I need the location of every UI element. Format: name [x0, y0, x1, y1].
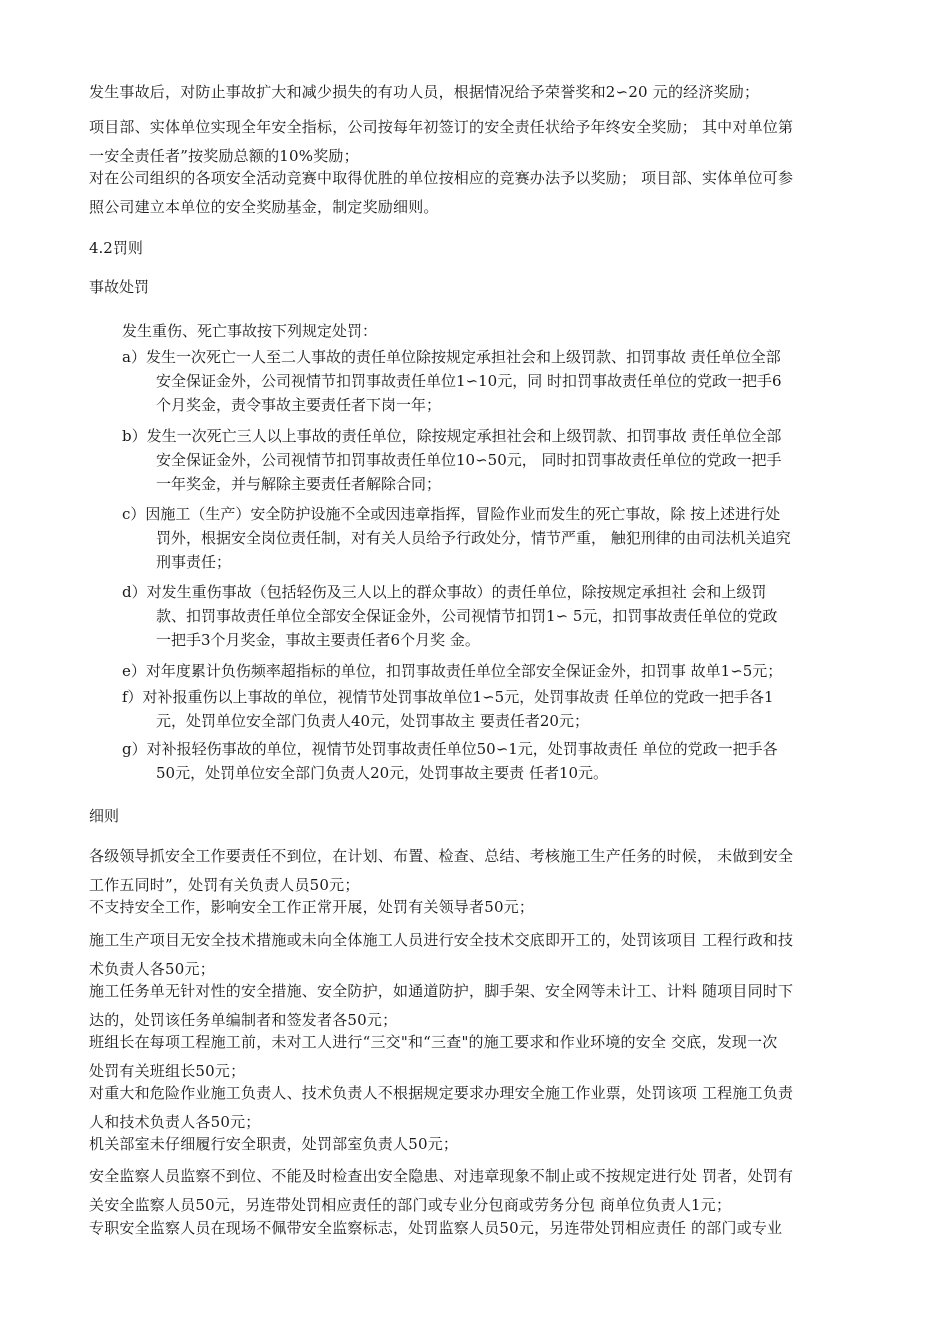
- text-line: 工作五同时”，处罚有关负责人员50元；: [89, 876, 360, 894]
- text-line: e）对年度累计负伤频率超指标的单位，扣罚事故责任单位全部安全保证金外，扣罚事 故单1∽5元；: [122, 662, 783, 680]
- section-title: 4.2罚则: [89, 239, 143, 257]
- text-line: 照公司建立本单位的安全奖励基金，制定奖励细则。: [89, 198, 439, 216]
- text-line: 施工任务单无针对性的安全措施、安全防护，如通道防护，脚手架、安全网等未计工、计料 随项目同时下: [89, 982, 794, 1000]
- accident-item-f: [122, 685, 892, 733]
- text-line: 术负责人各50元；: [89, 960, 215, 978]
- text-line: 一把手3个月奖金，事故主要责任者6个月奖 金。: [156, 631, 480, 649]
- accident-item-b: [122, 424, 892, 496]
- text-line: 对重大和危险作业施工负责人、技术负责人不根据规定要求办理安全施工作业票，处罚该项 工程施工负责: [89, 1084, 794, 1102]
- accident-intro: 发生重伤、死亡事故按下列规定处罚：: [122, 322, 378, 340]
- text-line: 施工生产项目无安全技术措施或未向全体施工人员进行安全技术交底即开工的，处罚该项目 工程行政和技: [89, 931, 794, 949]
- text-line: 专职安全监察人员在现场不佩带安全监察标志，处罚监察人员50元，另连带处罚相应责任 的部门或专业: [89, 1219, 783, 1237]
- text-line: 安全保证金外，公司视情节扣罚事故责任单位1∽10元，同 时扣罚事故责任单位的党政一把手6: [156, 372, 782, 390]
- text-line: 刑事责任；: [156, 553, 232, 571]
- text-line: 机关部室未仔细履行安全职责，处罚部室负责人50元；: [89, 1135, 459, 1153]
- text-line: 个月奖金，责令事故主要责任者下岗一年；: [156, 396, 442, 414]
- detail-paragraph-8: [89, 1162, 889, 1220]
- subsection-accident-title: 事故处罚: [89, 278, 150, 296]
- text-line: 50元，处罚单位安全部门负责人20元，处罚事故主要责 任者10元。: [156, 764, 609, 782]
- reward-paragraph-3: [89, 164, 889, 222]
- accident-item-e: [122, 659, 892, 683]
- accident-item-c: [122, 502, 892, 574]
- text-line: g）对补报轻伤事故的单位，视情节处罚事故责任单位50∽1元，处罚事故责任 单位的党政一把手各: [122, 740, 778, 758]
- text-line: 安全保证金外，公司视情节扣罚事故责任单位10∽50元， 同时扣罚事故责任单位的党政一把手: [156, 451, 782, 469]
- text-line: 对在公司组织的各项安全活动竞赛中取得优胜的单位按相应的竞赛办法予以奖励； 项目部、实体单位可参: [89, 169, 794, 187]
- text-line: b）发生一次死亡三人以上事故的责任单位，除按规定承担社会和上级罚款、扣罚事故 责任单位全部: [122, 427, 782, 445]
- text-line: 一安全责任者”按奖励总额的10%奖励；: [89, 147, 359, 165]
- detail-paragraph-9: [89, 1214, 889, 1243]
- text-line: 款、扣罚事故责任单位全部安全保证金外，公司视情节扣罚1∽ 5元，扣罚事故责任单位的党政: [156, 607, 778, 625]
- text-line: 各级领导抓安全工作要责任不到位，在计划、布置、检查、总结、考核施工生产任务的时候， 未做到安全: [89, 847, 794, 865]
- detail-paragraph-3: [89, 926, 889, 984]
- text-line: 关安全监察人员50元，另连带处罚相应责任的部门或专业分包商或劳务分包 商单位负责人1元；: [89, 1196, 732, 1214]
- text-line: 一年奖金，并与解除主要责任者解除合同；: [156, 475, 442, 493]
- detail-paragraph-5: [89, 1028, 889, 1086]
- subsection-detail-title: 细则: [89, 807, 120, 825]
- text-line: a）发生一次死亡一人至二人事故的责任单位除按规定承担社会和上级罚款、扣罚事故 责任单位全部: [122, 348, 781, 366]
- text-line: 处罚有关班组长50元；: [89, 1062, 246, 1080]
- text-line: 班组长在每项工程施工前，未对工人进行“三交"和“三查"的施工要求和作业环境的安全 交底，发现一次: [89, 1033, 778, 1051]
- text-line: 发生事故后，对防止事故扩大和减少损失的有功人员，根据情况给予荣誉奖和2∽20 元的经济奖励；: [89, 83, 760, 101]
- text-line: 达的，处罚该任务单编制者和签发者各50元；: [89, 1011, 398, 1029]
- text-line: 不支持安全工作，影响安全工作正常开展，处罚有关领导者50元；: [89, 898, 535, 916]
- detail-paragraph-7: [89, 1130, 889, 1159]
- text-line: 罚外，根据安全岗位责任制，对有关人员给予行政处分，情节严重， 触犯刑律的由司法机关追究: [156, 529, 791, 547]
- detail-paragraph-6: [89, 1079, 889, 1137]
- detail-paragraph-1: [89, 842, 889, 900]
- reward-paragraph-1: [89, 78, 889, 107]
- accident-item-a: [122, 345, 892, 417]
- text-line: f）对补报重伤以上事故的单位，视情节处罚事故单位1∽5元，处罚事故责 任单位的党政一把手各1: [122, 688, 774, 706]
- text-line: d）对发生重伤事故（包括轻伤及三人以上的群众事故）的责任单位，除按规定承担社 会和上级罚: [122, 583, 767, 601]
- detail-paragraph-4: [89, 977, 889, 1035]
- text-line: 元，处罚单位安全部门负责人40元，处罚事故主 要责任者20元；: [156, 712, 589, 730]
- text-line: 项目部、实体单位实现全年安全指标，公司按每年初签订的安全责任状给予年终安全奖励； 其中对单位第: [89, 118, 794, 136]
- detail-paragraph-2: [89, 893, 889, 922]
- text-line: c）因施工（生产）安全防护设施不全或因违章指挥，冒险作业而发生的死亡事故，除 按上述进行处: [122, 505, 781, 523]
- accident-item-d: [122, 580, 892, 652]
- reward-paragraph-2: [89, 113, 889, 171]
- text-line: 人和技术负责人各50元；: [89, 1113, 261, 1131]
- accident-item-g: [122, 737, 892, 785]
- text-line: 安全监察人员监察不到位、不能及时检查出安全隐患、对违章现象不制止或不按规定进行处 罚者，处罚有: [89, 1167, 794, 1185]
